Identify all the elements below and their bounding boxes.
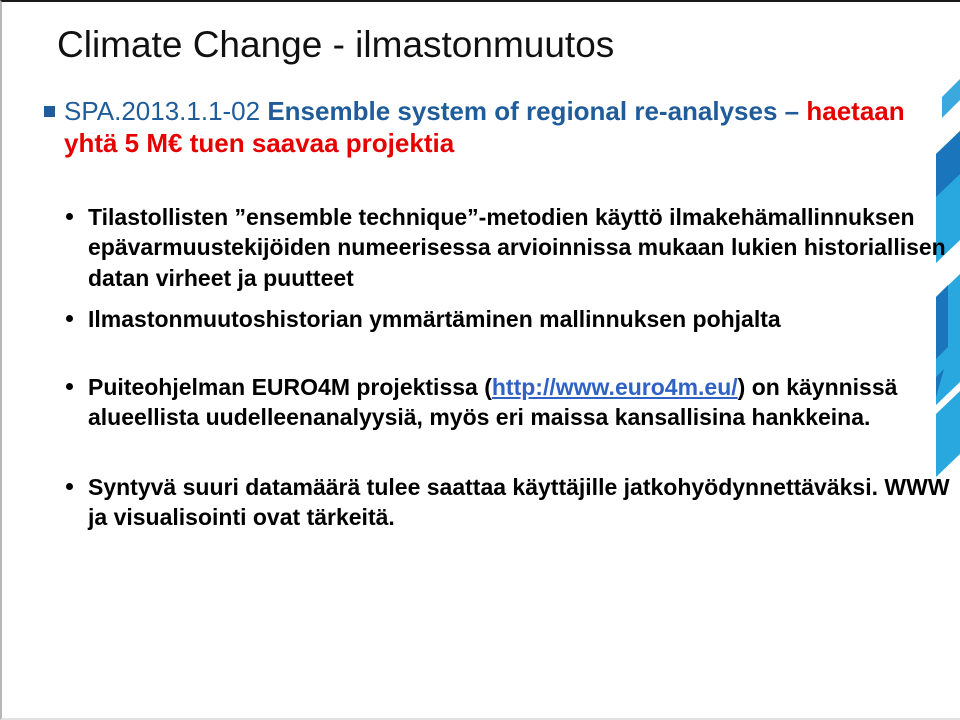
bullet-text-post: ) on käynnissä alueellista uudelleenanalyysiä, myös eri maissa kansallisina hankkeina. bbox=[88, 374, 898, 431]
bullet-item-ilmastonmuutoshistoria bbox=[64, 304, 960, 334]
heading-red-segment: haetaan yhtä 5 M€ tuen saavaa projektia bbox=[64, 96, 905, 158]
bullet-text-pre: Puiteohjelman EURO4M projektissa ( bbox=[88, 374, 492, 400]
page-title: Climate Change - ilmastonmuutos bbox=[57, 24, 615, 65]
bullet-text: Tilastollisten ”ensemble technique”-metodien käyttö ilmakehämallinnuksen epävarmuustekijöiden numeerisessa arvioinnissa mukaan lukien historiallisen datan virheet ja puutteet bbox=[88, 204, 946, 291]
bullet-item-euro4m bbox=[64, 372, 960, 433]
heading-emphasis-segment: Ensemble system of regional re-analyses – bbox=[267, 96, 807, 126]
chevron-shape-small-icon bbox=[942, 79, 960, 118]
round-bullet-icon bbox=[66, 483, 73, 490]
round-bullet-icon bbox=[66, 383, 73, 390]
round-bullet-icon bbox=[66, 213, 73, 220]
square-bullet-icon bbox=[44, 106, 55, 117]
bullet-item-ensemble-technique bbox=[64, 202, 960, 293]
heading-text bbox=[42, 96, 926, 159]
round-bullet-icon bbox=[66, 315, 73, 322]
euro4m-link[interactable]: http://www.euro4m.eu/ bbox=[491, 374, 738, 400]
heading-code-segment: SPA.2013.1.1-02 bbox=[64, 96, 268, 126]
bullet-text: Syntyvä suuri datamäärä tulee saattaa käyttäjille jatkohyödynnettäväksi. WWW ja visualisointi ovat tärkeitä. bbox=[88, 474, 950, 531]
heading-bullet-block bbox=[42, 96, 926, 159]
bullet-text: Ilmastonmuutoshistorian ymmärtäminen mallinnuksen pohjalta bbox=[88, 306, 781, 332]
bullet-text bbox=[64, 372, 960, 433]
bullet-item-datamaara bbox=[64, 472, 960, 533]
